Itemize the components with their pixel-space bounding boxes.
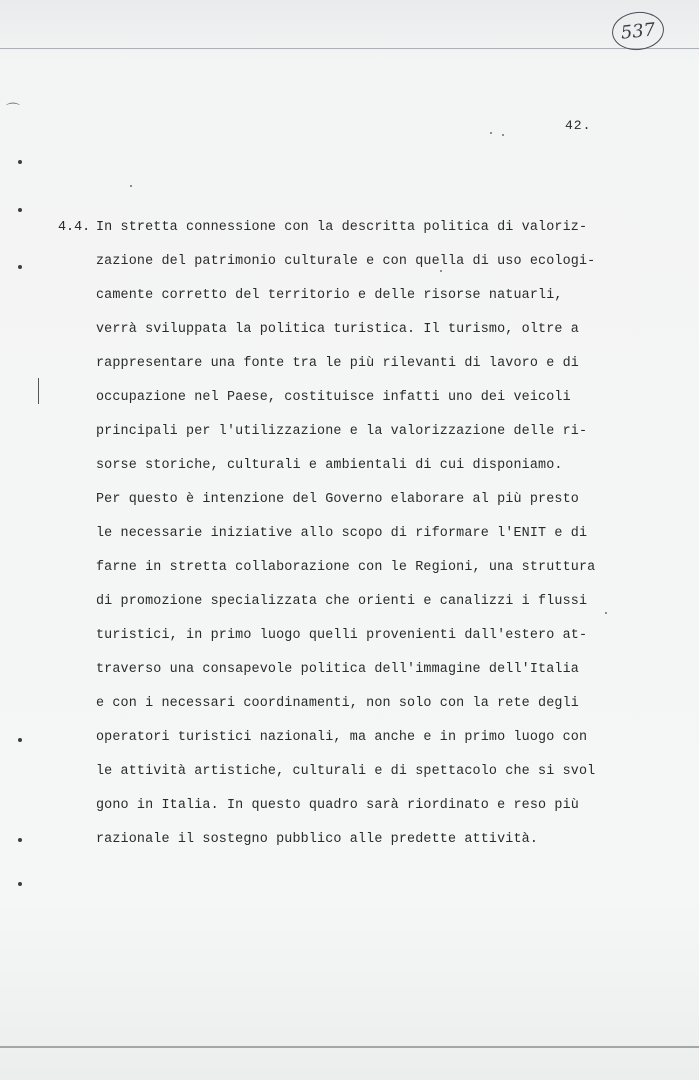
margin-dot [18,838,22,842]
scan-speck [605,612,607,614]
scan-speck [502,134,504,136]
text-line: e con i necessari coordinamenti, non solo con la rete degli [96,696,579,711]
text-line: turistici, in primo luogo quelli provenienti dall'estero at- [96,628,588,643]
margin-dot [18,160,22,164]
text-line: rappresentare una fonte tra le più rilevanti di lavoro e di [96,356,579,371]
text-line: sorse storiche, culturali e ambientali di cui disponiamo. [96,458,563,473]
archive-stamp [610,9,666,52]
margin-dot [18,208,22,212]
text-line: camente corretto del territorio e delle risorse natuarli, [96,288,563,303]
text-line: le necessarie iniziative allo scopo di riformare l'ENIT e di [96,526,588,541]
text-line: Per questo è intenzione del Governo elaborare al più presto [96,492,579,507]
margin-dot [18,882,22,886]
text-line: In stretta connessione con la descritta politica di valoriz- [96,220,588,235]
scan-speck [490,132,492,134]
text-line: razionale il sostegno pubblico alle predette attività. [96,832,539,847]
text-line: operatori turistici nazionali, ma anche e in primo luogo con [96,730,588,745]
text-line: occupazione nel Paese, costituisce infatti uno dei veicoli [96,390,571,405]
bottom-scan-rule [0,1046,699,1048]
text-line: verrà sviluppata la politica turistica. Il turismo, oltre a [96,322,579,337]
corner-pencil-mark: ⌒ [6,103,20,119]
text-line: di promozione specializzata che orienti e canalizzi i flussi [96,594,588,609]
text-line: principali per l'utilizzazione e la valorizzazione delle ri- [96,424,588,439]
text-line: traverso una consapevole politica dell'immagine dell'Italia [96,662,579,677]
top-scan-rule [0,48,699,49]
scan-speck [440,270,442,272]
page-number: 42. [565,118,592,133]
scan-speck [130,185,132,187]
text-line: zazione del patrimonio culturale e con quella di uso ecologi- [96,254,596,269]
margin-dot [18,738,22,742]
margin-line [38,378,39,404]
archive-stamp-label: 537 [619,18,657,44]
text-line: le attività artistiche, culturali e di spettacolo che si svol [96,764,596,779]
text-line: farne in stretta collaborazione con le Regioni, una struttura [96,560,596,575]
section-number: 4.4. [58,220,91,235]
margin-dot [18,265,22,269]
text-line: gono in Italia. In questo quadro sarà riordinato e reso più [96,798,579,813]
